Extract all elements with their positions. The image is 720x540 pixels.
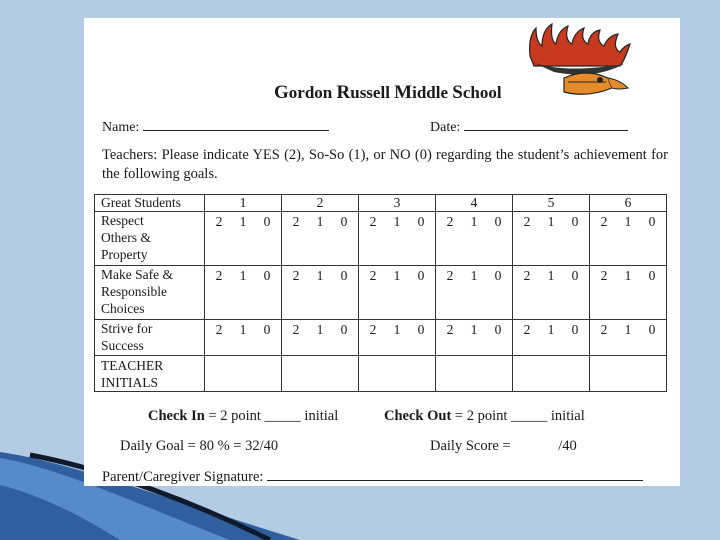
score-cell[interactable] <box>513 266 590 320</box>
score-cell[interactable] <box>282 320 359 356</box>
score-option[interactable]: 2 <box>446 322 454 337</box>
score-option[interactable]: 0 <box>417 214 425 229</box>
table-corner-header: Great Students <box>95 195 205 212</box>
goals-table <box>94 194 667 392</box>
period-header: 4 <box>436 195 513 212</box>
score-option[interactable]: 2 <box>369 322 377 337</box>
score-option[interactable]: 1 <box>239 322 247 337</box>
check-in-text: = 2 point _____ initial <box>204 408 339 424</box>
teacher-initials-cell[interactable] <box>590 356 667 392</box>
daily-goal-text: Daily Goal = 80 % = 32/40 <box>120 438 279 454</box>
score-option[interactable]: 2 <box>215 322 223 337</box>
score-option[interactable]: 2 <box>523 268 531 283</box>
score-option[interactable]: 1 <box>316 214 324 229</box>
check-out-text: = 2 point _____ initial <box>451 408 585 424</box>
score-cell[interactable] <box>205 212 282 266</box>
score-option[interactable]: 2 <box>600 268 608 283</box>
goal-label-line: Strive for <box>101 321 153 336</box>
score-option[interactable]: 0 <box>648 268 656 283</box>
score-option[interactable]: 2 <box>292 214 300 229</box>
title-word: School <box>452 82 502 103</box>
score-option[interactable]: 0 <box>263 214 271 229</box>
score-cell[interactable] <box>590 320 667 356</box>
goal-label-line: Success <box>101 338 144 353</box>
score-option[interactable]: 2 <box>523 322 531 337</box>
score-option[interactable]: 0 <box>417 322 425 337</box>
score-option[interactable]: 1 <box>239 214 247 229</box>
score-option[interactable]: 1 <box>470 322 478 337</box>
score-option[interactable]: 1 <box>547 268 555 283</box>
table-row <box>95 212 667 266</box>
table-row <box>95 356 667 392</box>
check-out-label: Check Out <box>384 408 452 424</box>
school-logo-icon <box>524 22 634 104</box>
score-option[interactable]: 2 <box>600 322 608 337</box>
score-cell[interactable] <box>282 266 359 320</box>
score-option[interactable]: 2 <box>292 268 300 283</box>
signature-label: Parent/Caregiver Signature: <box>102 469 264 485</box>
score-cell[interactable] <box>590 212 667 266</box>
teacher-initials-cell[interactable] <box>513 356 590 392</box>
score-cell[interactable] <box>513 320 590 356</box>
score-option[interactable]: 2 <box>446 214 454 229</box>
score-cell[interactable] <box>359 212 436 266</box>
score-cell[interactable] <box>436 320 513 356</box>
score-option[interactable]: 0 <box>263 268 271 283</box>
initials-row-label <box>95 356 205 392</box>
name-field[interactable] <box>102 118 329 136</box>
score-option[interactable]: 1 <box>239 268 247 283</box>
score-option[interactable]: 1 <box>547 214 555 229</box>
score-option[interactable]: 0 <box>494 322 502 337</box>
score-option[interactable]: 2 <box>369 268 377 283</box>
score-cell[interactable] <box>590 266 667 320</box>
score-cell[interactable] <box>359 320 436 356</box>
score-cell[interactable] <box>436 212 513 266</box>
score-option[interactable]: 1 <box>624 268 632 283</box>
date-blank-line[interactable] <box>464 118 628 131</box>
score-option[interactable]: 0 <box>417 268 425 283</box>
score-option[interactable]: 0 <box>494 214 502 229</box>
score-cell[interactable] <box>359 266 436 320</box>
score-option[interactable]: 0 <box>340 268 348 283</box>
school-title <box>274 82 502 104</box>
goal-label <box>95 266 205 320</box>
period-header: 5 <box>513 195 590 212</box>
daily-score-label: Daily Score = <box>430 438 511 454</box>
signature-blank-line[interactable] <box>267 468 643 481</box>
daily-score-field[interactable] <box>430 438 577 455</box>
score-cell[interactable] <box>436 266 513 320</box>
behavior-chart-document <box>84 18 680 486</box>
score-option[interactable]: 1 <box>547 322 555 337</box>
score-option[interactable]: 2 <box>215 268 223 283</box>
title-word: Russell <box>336 82 395 103</box>
score-option[interactable]: 1 <box>624 214 632 229</box>
check-in-line[interactable] <box>148 408 338 425</box>
score-option[interactable]: 1 <box>393 268 401 283</box>
score-cell[interactable] <box>282 212 359 266</box>
initials-label-line: TEACHER <box>101 357 164 373</box>
score-cell[interactable] <box>205 266 282 320</box>
period-header: 1 <box>205 195 282 212</box>
score-option[interactable]: 2 <box>600 214 608 229</box>
score-option[interactable]: 0 <box>263 322 271 337</box>
goal-label <box>95 320 205 356</box>
goal-label <box>95 212 205 266</box>
signature-field[interactable] <box>102 468 643 486</box>
goal-label-line: Responsible <box>101 284 167 299</box>
score-option[interactable]: 2 <box>523 214 531 229</box>
score-option[interactable]: 0 <box>571 214 579 229</box>
score-option[interactable]: 2 <box>369 214 377 229</box>
date-label: Date: <box>430 120 461 135</box>
title-word: Middle <box>394 82 453 103</box>
goal-label-line: Make Safe & <box>101 267 173 282</box>
score-cell[interactable] <box>513 212 590 266</box>
date-field[interactable] <box>430 118 628 136</box>
name-blank-line[interactable] <box>143 118 329 131</box>
check-out-line[interactable] <box>384 408 585 425</box>
table-row <box>95 266 667 320</box>
score-option[interactable]: 1 <box>393 322 401 337</box>
score-option[interactable]: 0 <box>571 322 579 337</box>
score-option[interactable]: 0 <box>340 214 348 229</box>
period-header: 3 <box>359 195 436 212</box>
score-option[interactable]: 1 <box>316 268 324 283</box>
goal-label-line: Others & <box>101 230 151 245</box>
initials-label-line: INITIALS <box>101 374 158 390</box>
score-option[interactable]: 0 <box>648 214 656 229</box>
teacher-initials-cell[interactable] <box>359 356 436 392</box>
table-header-row <box>95 195 667 212</box>
period-header: 6 <box>590 195 667 212</box>
score-option[interactable]: 1 <box>316 322 324 337</box>
score-option[interactable]: 1 <box>624 322 632 337</box>
score-option[interactable]: 0 <box>340 322 348 337</box>
title-word: Gordon <box>274 82 337 103</box>
score-option[interactable]: 0 <box>648 322 656 337</box>
teacher-initials-cell[interactable] <box>282 356 359 392</box>
score-option[interactable]: 1 <box>470 268 478 283</box>
score-option[interactable]: 0 <box>571 268 579 283</box>
goal-label-line: Choices <box>101 301 145 316</box>
score-option[interactable]: 2 <box>215 214 223 229</box>
score-option[interactable]: 2 <box>446 268 454 283</box>
score-option[interactable]: 1 <box>393 214 401 229</box>
check-in-label: Check In <box>148 408 205 424</box>
instructions-text: Teachers: Please indicate YES (2), So-So (1), or NO (0) regarding the student’s achievement for the following goals. <box>102 147 668 182</box>
goal-label-line: Property <box>101 247 148 262</box>
name-label: Name: <box>102 120 140 135</box>
score-option[interactable]: 0 <box>494 268 502 283</box>
goal-label-line: Respect <box>101 213 144 228</box>
daily-score-total: /40 <box>558 438 577 454</box>
period-header: 2 <box>282 195 359 212</box>
teacher-initials-cell[interactable] <box>436 356 513 392</box>
score-option[interactable]: 1 <box>470 214 478 229</box>
score-option[interactable]: 2 <box>292 322 300 337</box>
table-row <box>95 320 667 356</box>
score-cell[interactable] <box>205 320 282 356</box>
teacher-initials-cell[interactable] <box>205 356 282 392</box>
